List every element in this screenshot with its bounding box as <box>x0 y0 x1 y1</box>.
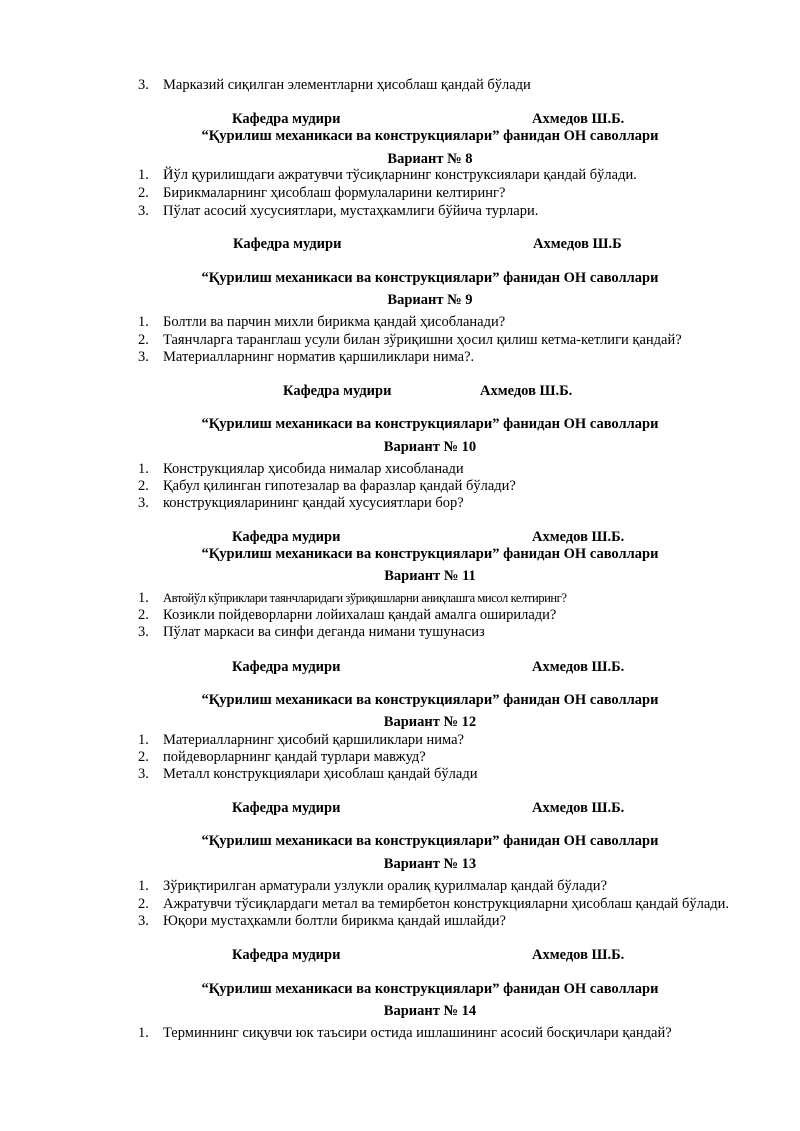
item-text: Материалларнинг ҳисобий қаршиликлари нима? <box>163 732 464 748</box>
item-number: 3. <box>138 624 149 640</box>
item-number: 2. <box>138 185 149 201</box>
section-title: “Қурилиш механикаси ва конструкциялари” фанидан ОН саволлари <box>201 270 659 286</box>
item-number: 1. <box>138 732 149 748</box>
head-name: Ахмедов Ш.Б. <box>532 659 625 675</box>
item-number: 1. <box>138 590 149 606</box>
item-text: Таянчларга таранглаш усули билан зўриқишни ҳосил қилиш кетма-кетлиги қандай? <box>163 332 682 348</box>
item-text: Терминнинг сиқувчи юк таъсири остида ишлашининг асосий босқичлари қандай? <box>163 1025 672 1041</box>
item-text: Автойўл кўприклари таянчларидаги зўриқишларни аниқлашга мисол келтиринг? <box>163 591 567 605</box>
item-number: 3. <box>138 913 149 929</box>
item-text: Материалларнинг норматив қаршиликлари нима?. <box>163 349 475 365</box>
department-head-label: Кафедра мудири <box>232 659 341 675</box>
department-head-label: Кафедра мудири <box>232 529 341 545</box>
item-number: 1. <box>138 878 149 894</box>
department-head-label: Кафедра мудири <box>283 383 392 399</box>
item-text: конструкцияларининг қандай хусусиятлари бор? <box>163 495 464 511</box>
department-head-label: Кафедра мудири <box>232 800 341 816</box>
section-title: “Қурилиш механикаси ва конструкциялари” фанидан ОН саволлари <box>201 546 659 562</box>
item-text: Юқори мустаҳкамли болтли бирикма қандай ишлайди? <box>163 913 506 929</box>
variant-heading: Вариант № 14 <box>383 1003 477 1019</box>
item-number: 1. <box>138 314 149 330</box>
item-number: 2. <box>138 332 149 348</box>
item-text: Пўлат маркаси ва синфи деганда нимани тушунасиз <box>163 624 485 640</box>
section-title: “Қурилиш механикаси ва конструкциялари” фанидан ОН саволлари <box>201 416 659 432</box>
head-name: Ахмедов Ш.Б. <box>532 529 625 545</box>
item-number: 2. <box>138 607 149 623</box>
item-text: пойдеворларнинг қандай турлари мавжуд? <box>163 749 426 765</box>
section-title: “Қурилиш механикаси ва конструкциялари” фанидан ОН саволлари <box>201 128 659 144</box>
item-number: 3. <box>138 77 149 93</box>
head-name: Ахмедов Ш.Б. <box>480 383 573 399</box>
variant-heading: Вариант № 10 <box>383 439 477 455</box>
section-title: “Қурилиш механикаси ва конструкциялари” фанидан ОН саволлари <box>201 692 659 708</box>
variant-heading: Вариант № 11 <box>384 568 476 584</box>
variant-heading: Вариант № 12 <box>383 714 477 730</box>
variant-heading: Вариант № 13 <box>383 856 477 872</box>
head-name: Ахмедов Ш.Б. <box>532 111 625 127</box>
head-name: Ахмедов Ш.Б <box>533 236 622 252</box>
item-text: Конструкциялар ҳисобида нималар хисобланади <box>163 461 464 477</box>
variant-heading: Вариант № 9 <box>387 292 473 308</box>
item-number: 3. <box>138 495 149 511</box>
item-text: Қабул қилинган гипотезалар ва фаразлар қандай бўлади? <box>163 478 516 494</box>
section-title: “Қурилиш механикаси ва конструкциялари” фанидан ОН саволлари <box>201 833 659 849</box>
item-number: 1. <box>138 1025 149 1041</box>
item-text: Металл конструкциялари ҳисоблаш қандай бўлади <box>163 766 478 782</box>
item-number: 2. <box>138 896 149 912</box>
item-text: Йўл қурилишдаги ажратувчи тўсиқларнинг конструксиялари қандай бўлади. <box>163 167 637 183</box>
item-number: 3. <box>138 349 149 365</box>
department-head-label: Кафедра мудири <box>232 111 341 127</box>
item-number: 2. <box>138 478 149 494</box>
department-head-label: Кафедра мудири <box>233 236 342 252</box>
head-name: Ахмедов Ш.Б. <box>532 947 625 963</box>
head-name: Ахмедов Ш.Б. <box>532 800 625 816</box>
item-number: 3. <box>138 203 149 219</box>
department-head-label: Кафедра мудири <box>232 947 341 963</box>
item-text: Бирикмаларнинг ҳисоблаш формулаларини келтиринг? <box>163 185 506 201</box>
item-number: 1. <box>138 167 149 183</box>
variant-heading: Вариант № 8 <box>387 151 473 167</box>
section-title: “Қурилиш механикаси ва конструкциялари” фанидан ОН саволлари <box>201 981 659 997</box>
item-text: Ажратувчи тўсиқлардаги метал ва темирбетон конструкцияларни ҳисоблаш қандай бўлади. <box>163 896 730 912</box>
item-text: Болтли ва парчин михли бирикма қандай ҳисобланади? <box>163 314 506 330</box>
item-text: Зўриқтирилган арматурали узлукли оралиқ қурилмалар қандай бўлади? <box>163 878 608 894</box>
item-text: Пўлат асосий хусусиятлари, мустаҳкамлиги бўйича турлари. <box>163 203 539 219</box>
item-number: 3. <box>138 766 149 782</box>
item-text: Марказий сиқилган элементларни ҳисоблаш қандай бўлади <box>163 77 531 93</box>
item-number: 2. <box>138 749 149 765</box>
item-number: 1. <box>138 461 149 477</box>
item-text: Козикли пойдеворларни лойихалаш қандай амалга оширилади? <box>163 607 557 623</box>
